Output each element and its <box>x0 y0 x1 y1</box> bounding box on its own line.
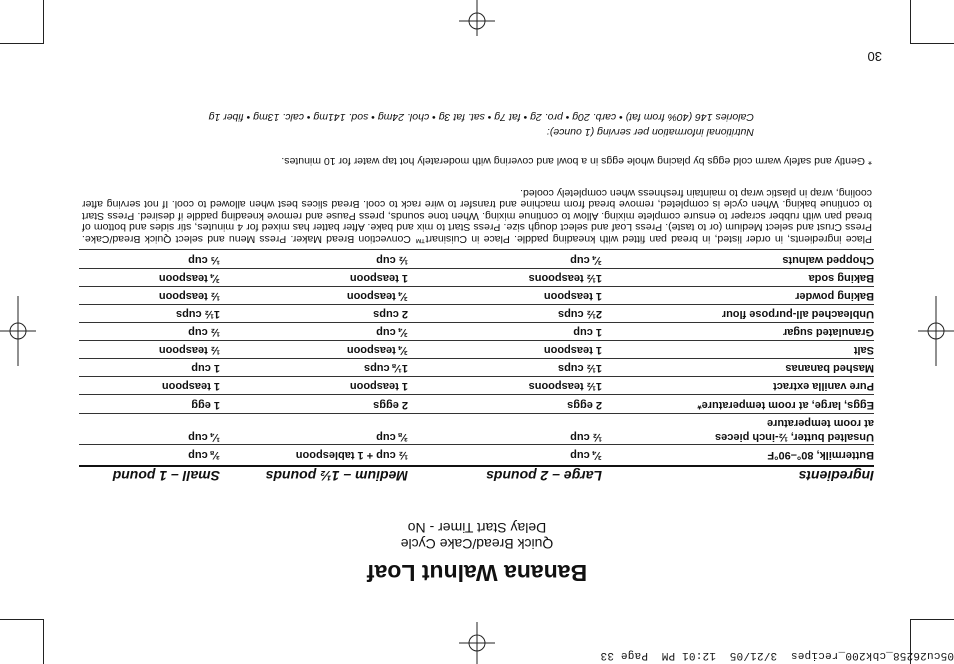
table-row-large: ½ cup <box>570 431 602 443</box>
column-header-large: Large – 2 pounds <box>486 468 602 484</box>
crop-mark <box>43 0 44 44</box>
row-divider <box>79 286 874 287</box>
registration-mark-icon <box>0 296 36 366</box>
column-header-small: Small – 1 pound <box>112 468 220 484</box>
table-row-medium: ½ cup <box>376 254 408 266</box>
nutrition-heading: Nutritional information per serving (1 ounce): <box>546 126 754 138</box>
table-top-rule <box>79 465 874 467</box>
row-divider <box>79 394 874 395</box>
table-row-medium: 2 eggs <box>373 399 408 411</box>
cycle-line: Quick Bread/Cake Cycle <box>400 536 554 552</box>
crop-mark <box>910 0 911 44</box>
table-row-small: ½ teaspoon <box>158 290 220 302</box>
table-row-ingredient: Salt <box>853 344 874 356</box>
table-row-medium: 2 cups <box>373 308 408 320</box>
crop-mark <box>0 43 43 44</box>
table-row-medium: 1 teaspoon <box>349 272 408 284</box>
table-row-large: 2 eggs <box>567 399 602 411</box>
nutrition-values: Calories 146 (40% from fat) • carb. 20g • pro. 2g • fat 7g • sat. fat 3g • chol. 24mg • sod. 141mg • calc. 13mg • fiber 1g <box>208 111 754 123</box>
row-divider <box>79 268 874 269</box>
table-row-ingredient: Unbleached all-purpose flour <box>721 308 874 320</box>
row-divider <box>79 304 874 305</box>
table-row-large: 1 teaspoon <box>543 344 602 356</box>
crop-mark <box>911 43 954 44</box>
table-row-ingredient: Unsalted butter, ½-inch pieces <box>715 431 874 443</box>
egg-footnote: * Gently and safely warm cold eggs by placing whole eggs in a bowl and covering with moderately hot tap water for 10 minutes. <box>281 155 872 167</box>
table-row-ingredient: Granulated sugar <box>782 326 874 338</box>
page-number: 30 <box>867 49 882 64</box>
table-row-ingredient: Eggs, large, at room temperature* <box>697 399 874 411</box>
table-row-ingredient: Mashed bananas <box>785 362 874 374</box>
table-row-medium: 1⅛ cups <box>363 362 408 374</box>
registration-mark-icon <box>459 0 495 36</box>
table-row-medium: ¾ teaspoon <box>346 290 408 302</box>
table-row-ingredient: Chopped walnuts <box>782 254 874 266</box>
row-divider <box>79 444 874 445</box>
table-row-small: ⅓ cup <box>188 254 220 266</box>
table-row-medium: ⅜ cup <box>376 431 408 443</box>
row-divider <box>79 340 874 341</box>
table-row-large: ¾ cup <box>570 254 602 266</box>
table-row-medium: 1 teaspoon <box>349 380 408 392</box>
table-row-large: 1 teaspoon <box>543 290 602 302</box>
table-row-ingredient: Baking soda <box>808 272 874 284</box>
table-row-small: ⅜ cup <box>188 449 220 461</box>
row-divider <box>79 376 874 377</box>
table-row-large: 2½ cups <box>557 308 602 320</box>
crop-mark <box>0 619 43 620</box>
delay-timer-line: Delay Start Timer - No <box>407 520 547 536</box>
crop-mark <box>43 619 44 664</box>
table-row-large: 1½ teaspoons <box>528 380 602 392</box>
table-row-large: 1 cup <box>573 326 602 338</box>
crop-mark <box>911 619 954 620</box>
row-divider <box>79 322 874 323</box>
table-row-medium: ¾ cup <box>376 326 408 338</box>
table-row-small: ½ teaspoon <box>158 344 220 356</box>
registration-mark-icon <box>918 296 954 366</box>
row-divider <box>79 358 874 359</box>
instructions-paragraph: Place ingredients, in order listed, in bread pan fitted with kneading paddle. Place in Cuisinart™ Convection Bread Maker. Press Menu and select Quick Bread/Cake. Press Crust and select Medium (or to taste). Press Loaf and select dough size. Press Start to mix and bake. After batter has mixed for 4 minutes, stir sides and bottom of bread pan with rubber scraper to ensure complete mixing. Allow to continue mixing. When tone sounds, press Pause and remove kneading paddle if desired. Press Start to continue baking. When cycle is completed, remove bread from machine and transfer to wire rack to cool. Bread slices best when allowed to cool. If not serving after cooling, wrap in plastic wrap to maintain freshness when completely cooled. <box>82 186 872 245</box>
recipe-title: Banana Walnut Loaf <box>366 560 588 586</box>
table-row-large: 1½ teaspoons <box>528 272 602 284</box>
table-row-ingredient: Baking powder <box>795 290 874 302</box>
column-header-medium: Medium – 1½ pounds <box>265 468 408 484</box>
table-row-ingredient-continued: at room temperature <box>767 417 874 429</box>
column-header-ingredients: Ingredients <box>798 468 874 484</box>
table-row-small: ¾ teaspoon <box>158 272 220 284</box>
table-row-large: 1½ cups <box>557 362 602 374</box>
table-row-large: ¾ cup <box>570 449 602 461</box>
table-row-medium: ½ cup + 1 tablespoon <box>295 449 408 461</box>
table-bottom-rule <box>79 249 874 250</box>
table-row-small: 1 teaspoon <box>161 380 220 392</box>
table-row-small: 1½ cups <box>175 308 220 320</box>
table-row-small: ½ cup <box>188 326 220 338</box>
registration-mark-icon <box>459 622 495 664</box>
print-slug: 05cu26258_cbk200_recipes 3/21/05 12:01 PM Page 33 <box>600 649 954 661</box>
table-row-ingredient: Pure vanilla extract <box>773 380 874 392</box>
table-row-small: 1 egg <box>191 399 220 411</box>
table-row-small: ¼ cup <box>188 431 220 443</box>
row-divider <box>79 413 874 414</box>
table-row-small: 1 cup <box>191 362 220 374</box>
table-row-medium: ¾ teaspoon <box>346 344 408 356</box>
table-row-ingredient: Buttermilk, 80°–90°F <box>767 449 874 461</box>
